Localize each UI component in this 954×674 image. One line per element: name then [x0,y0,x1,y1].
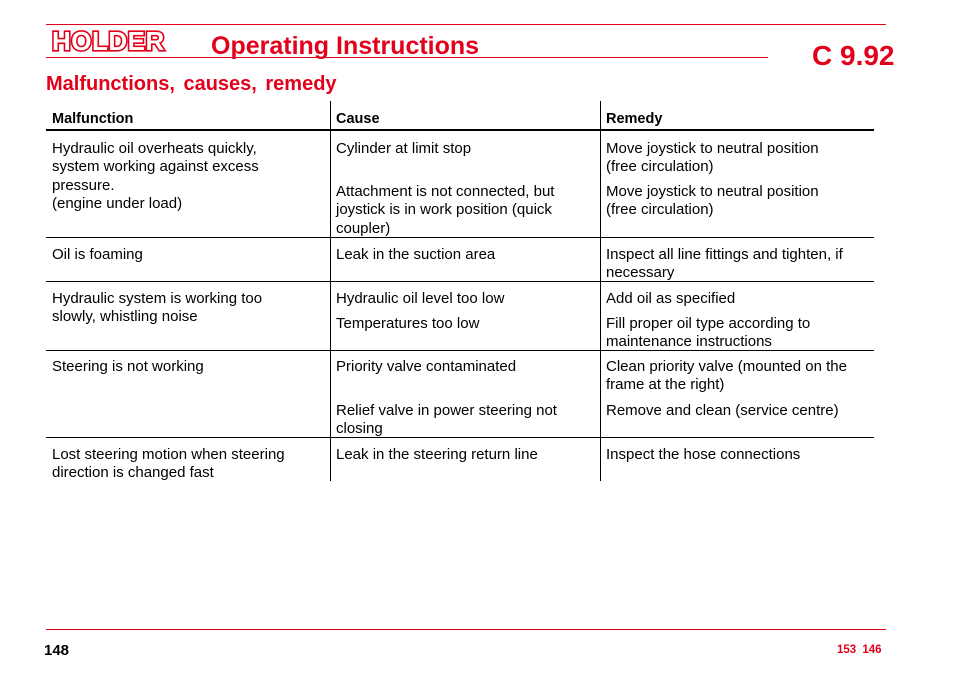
remedy-cell: Fill proper oil type according to maintenance instructions [606,315,811,351]
footer-rule [46,629,886,630]
column-header-malfunction: Malfunction [52,111,134,127]
malfunction-cell: Hydraulic oil overheats quickly, system working against excess pressure. (engine under load) [52,140,259,213]
document-number: 153 146 [837,644,882,656]
remedy-cell: Inspect all line fittings and tighten, if necessary [606,246,843,282]
cause-cell: Priority valve contaminated [336,358,517,375]
header-top-rule [46,24,886,25]
row-divider [46,437,874,438]
remedy-cell: Move joystick to neutral position (free circulation) [606,183,819,219]
column-divider [330,101,331,481]
cause-cell: Leak in the steering return line [336,446,538,463]
holder-logo-text: HOLDER [52,30,165,54]
malfunction-cell: Hydraulic system is working too slowly, whistling noise [52,290,263,326]
row-divider [46,237,874,238]
page-number: 148 [44,642,70,659]
row-divider [46,281,874,282]
section-code: C 9.92 [812,40,895,71]
column-header-cause: Cause [336,111,380,127]
malfunction-cell: Steering is not working [52,358,204,375]
header-rule [46,129,874,131]
cause-cell: Relief valve in power steering not closing [336,402,557,438]
malfunction-cell: Oil is foaming [52,246,143,263]
cause-cell: Attachment is not connected, but joystick is in work position (quick coupler) [336,183,555,237]
remedy-cell: Inspect the hose connections [606,446,801,463]
remedy-cell: Move joystick to neutral position (free circulation) [606,140,819,176]
row-divider [46,350,874,351]
cause-cell: Cylinder at limit stop [336,140,472,157]
column-divider [600,101,601,481]
holder-logo [52,30,206,54]
remedy-cell: Add oil as specified [606,290,736,307]
cause-cell: Temperatures too low [336,315,480,332]
malfunction-cell: Lost steering motion when steering direction is changed fast [52,446,285,482]
cause-cell: Leak in the suction area [336,246,496,263]
column-header-remedy: Remedy [606,111,663,127]
remedy-cell: Remove and clean (service centre) [606,402,839,419]
cause-cell: Hydraulic oil level too low [336,290,505,307]
remedy-cell: Clean priority valve (mounted on the frame at the right) [606,358,847,394]
section-title: Malfunctions, causes, remedy [46,73,337,95]
document-title: Operating Instructions [211,32,480,60]
